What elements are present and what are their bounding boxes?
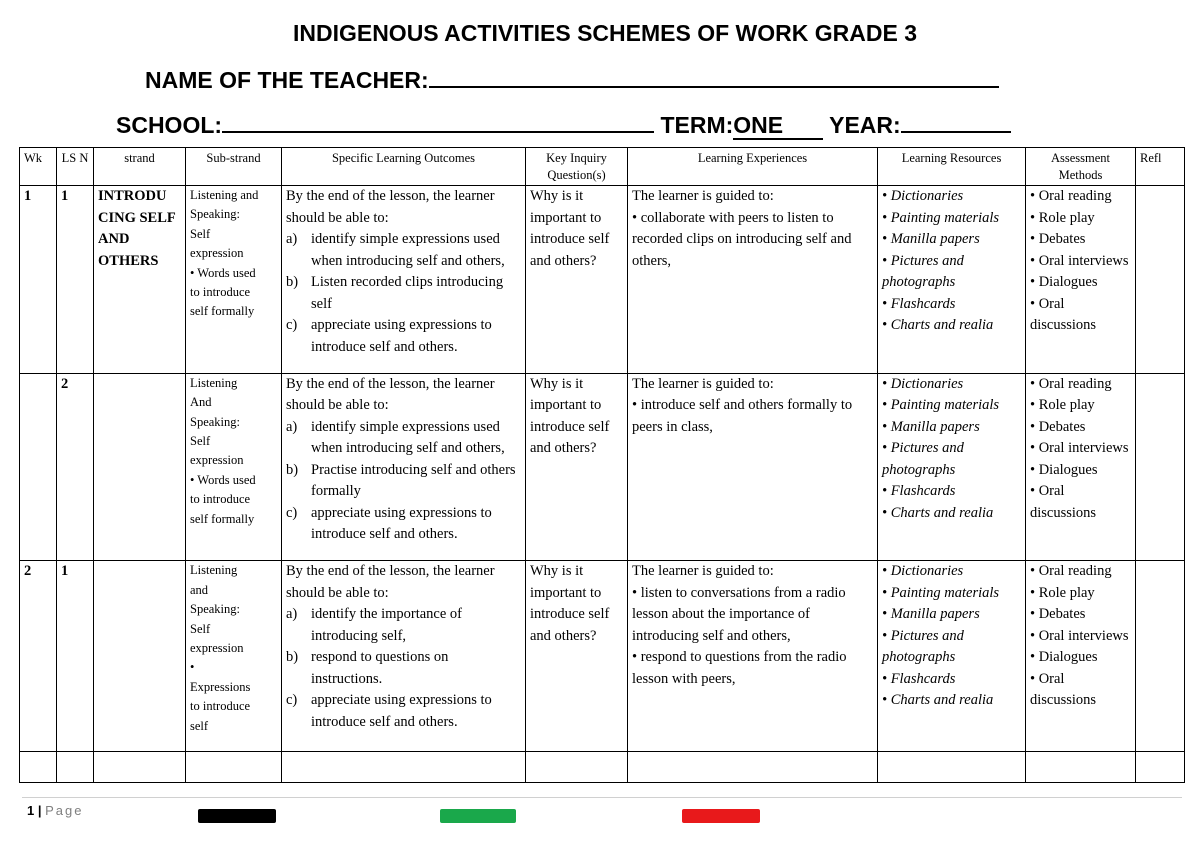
empty-cell (526, 752, 628, 783)
resource-item: • Flashcards (882, 670, 956, 687)
cell-sub-strand (186, 373, 282, 561)
sub-strand-line: to introduce (190, 492, 251, 507)
cell-resources (878, 186, 1026, 374)
assessment-item: • Dialogues (1030, 461, 1098, 478)
resource-item: • Dictionaries (882, 375, 964, 392)
cell-assessment (1026, 186, 1136, 374)
experiences-intro: The learner is guided to: (632, 375, 774, 392)
sub-strand-line: Speaking: (190, 207, 240, 222)
cell-experiences (628, 186, 878, 374)
table-row (20, 373, 1185, 561)
sub-strand-line: expression (190, 641, 244, 656)
resource-item: • Flashcards (882, 295, 956, 312)
sub-strand-line: Listening (190, 563, 238, 578)
sub-strand-line: Self (190, 621, 211, 636)
assessment-item: • Oral reading (1030, 375, 1112, 392)
resource-item: • Pictures and photographs (882, 627, 964, 666)
cell-experiences (628, 561, 878, 752)
outcome-item: b) respond to questions on instructions. (286, 649, 449, 687)
year-label: YEAR: (829, 112, 901, 138)
header-inquiry: Key Inquiry Question(s) (526, 148, 628, 186)
header-sub-strand: Sub-strand (186, 148, 282, 186)
cell-lesson: 2 (57, 373, 94, 561)
resource-item: • Manilla papers (882, 231, 980, 247)
term-label: TERM: (660, 112, 734, 138)
resource-item: • Painting materials (882, 397, 1000, 414)
teacher-label: NAME OF THE TEACHER: (145, 67, 429, 93)
sub-strand-line: to introduce (190, 285, 251, 300)
cell-strand: INTRODU CING SELF AND OTHERS (94, 186, 186, 374)
document-title: INDIGENOUS ACTIVITIES SCHEMES OF WORK GRADE 3 (292, 20, 918, 46)
empty-cell (282, 752, 526, 783)
experience-item: • introduce self and others formally to peers in class, (632, 397, 853, 435)
assessment-item: • Dialogues (1030, 649, 1098, 666)
scheme-of-work-table (19, 147, 1185, 783)
header-experiences: Learning Experiences (628, 148, 878, 186)
sub-strand-line: Expressions (190, 679, 251, 694)
cell-outcomes (282, 373, 526, 561)
empty-cell (94, 752, 186, 783)
empty-cell (186, 752, 282, 783)
experiences-intro: The learner is guided to: (632, 563, 774, 580)
assessment-item: • Oral discussions (1030, 483, 1097, 521)
experiences-intro: The learner is guided to: (632, 188, 774, 204)
resource-item: • Charts and realia (882, 692, 994, 709)
resource-item: • Painting materials (882, 584, 1000, 601)
cell-outcomes (282, 186, 526, 374)
sub-strand-line: • (190, 660, 195, 675)
empty-cell (628, 752, 878, 783)
assessment-item: • Debates (1030, 418, 1086, 435)
cell-resources (878, 561, 1026, 752)
empty-cell (878, 752, 1026, 783)
assessment-item: • Role play (1030, 584, 1095, 601)
outcomes-intro: By the end of the lesson, the learner should be able to: (286, 188, 495, 226)
sub-strand-line: and (190, 582, 209, 597)
table-row (20, 561, 1185, 752)
outcome-item: b) Listen recorded clips introducing self (286, 274, 504, 312)
sub-strand-line: And (190, 395, 212, 410)
cell-assessment (1026, 373, 1136, 561)
sub-strand-line: expression (190, 453, 244, 468)
assessment-item: • Debates (1030, 606, 1086, 623)
resource-item: • Manilla papers (882, 418, 980, 435)
outcomes-intro: By the end of the lesson, the learner should be able to: (286, 375, 495, 414)
empty-cell (20, 752, 57, 783)
experience-item: • collaborate with peers to listen to recorded clips on introducing self and others, (632, 209, 852, 269)
page-footer (0, 797, 1200, 847)
sub-strand-line: Listening (190, 375, 238, 390)
cell-experiences (628, 373, 878, 561)
table-header-row (20, 148, 1185, 186)
header-wk: Wk (20, 148, 57, 186)
resource-item: • Manilla papers (882, 606, 980, 623)
sub-strand-line: self (190, 718, 209, 733)
header-resources: Learning Resources (878, 148, 1026, 186)
teacher-name-blank (429, 64, 999, 88)
header-assessment: Assessment Methods (1026, 148, 1136, 186)
experience-item: • respond to questions from the radio lesson with peers, (632, 649, 847, 687)
cell-outcomes (282, 561, 526, 752)
assessment-item: • Oral discussions (1030, 670, 1097, 709)
flag-stripe-black (198, 809, 276, 823)
footer-divider (22, 797, 1182, 798)
outcome-item: c) appreciate using expressions to introduce self and others. (286, 692, 492, 730)
sub-strand-line: • Words used (190, 265, 256, 280)
header-strand: strand (94, 148, 186, 186)
outcome-item: a) identify the importance of introducing self, (286, 606, 462, 644)
cell-lesson: 1 (57, 186, 94, 374)
assessment-item: • Debates (1030, 231, 1086, 247)
empty-cell (57, 752, 94, 783)
assessment-item: • Oral interviews (1030, 440, 1129, 457)
resource-item: • Pictures and photographs (882, 252, 964, 290)
assessment-item: • Oral reading (1030, 188, 1112, 204)
sub-strand-line: to introduce (190, 699, 251, 714)
sub-strand-line: Speaking: (190, 414, 240, 429)
school-term-year-line (116, 109, 1011, 139)
flag-stripe-red (682, 809, 760, 823)
resource-item: • Flashcards (882, 483, 956, 500)
sub-strand-line: Speaking: (190, 602, 240, 617)
sub-strand-line: Self (190, 433, 211, 448)
sub-strand-line: self formally (190, 304, 255, 319)
sub-strand-line: self formally (190, 511, 255, 526)
assessment-item: • Dialogues (1030, 274, 1098, 290)
cell-resources (878, 373, 1026, 561)
resource-item: • Dictionaries (882, 563, 964, 580)
cell-strand (94, 561, 186, 752)
year-blank (901, 109, 1011, 133)
resource-item: • Dictionaries (882, 188, 964, 204)
header-refl: Refl (1136, 148, 1185, 186)
cell-inquiry: Why is it important to introduce self and others? (526, 373, 628, 561)
cell-week (20, 373, 57, 561)
assessment-item: • Role play (1030, 209, 1095, 226)
cell-sub-strand (186, 186, 282, 374)
table-row (20, 186, 1185, 374)
experience-item: • listen to conversations from a radio lesson about the importance of introducing self and others, (632, 584, 846, 644)
cell-reflection (1136, 561, 1185, 752)
assessment-item: • Oral interviews (1030, 252, 1129, 269)
outcome-item: a) identify simple expressions used when introducing self and others, (286, 231, 505, 269)
page-number: 1 | Page (27, 803, 84, 818)
term-value: ONE (733, 112, 823, 140)
school-label: SCHOOL: (116, 112, 223, 138)
cell-reflection (1136, 373, 1185, 561)
cell-week: 1 (20, 186, 57, 374)
assessment-item: • Oral discussions (1030, 295, 1097, 333)
sub-strand-line: expression (190, 246, 244, 261)
resource-item: • Charts and realia (882, 504, 994, 521)
outcome-item: c) appreciate using expressions to introduce self and others. (286, 504, 492, 543)
empty-cell (1136, 752, 1185, 783)
cell-reflection (1136, 186, 1185, 374)
assessment-item: • Oral reading (1030, 563, 1112, 580)
header-outcomes: Specific Learning Outcomes (282, 148, 526, 186)
flag-stripe-green (440, 809, 516, 823)
outcome-item: b) Practise introducing self and others formally (286, 461, 516, 500)
table-row-empty (20, 752, 1185, 783)
outcomes-intro: By the end of the lesson, the learner should be able to: (286, 563, 495, 601)
cell-strand (94, 373, 186, 561)
sub-strand-line: Self (190, 226, 211, 241)
outcome-item: c) appreciate using expressions to introduce self and others. (286, 317, 492, 355)
sub-strand-line: • Words used (190, 472, 256, 487)
cell-inquiry: Why is it important to introduce self and others? (526, 186, 628, 374)
cell-inquiry: Why is it important to introduce self and others? (526, 561, 628, 752)
outcome-item: a) identify simple expressions used when introducing self and others, (286, 418, 505, 457)
resource-item: • Pictures and photographs (882, 440, 964, 478)
sub-strand-line: Listening and (190, 188, 259, 202)
assessment-item: • Oral interviews (1030, 627, 1129, 644)
header-lsn: LS N (57, 148, 94, 186)
teacher-name-field (145, 64, 999, 94)
cell-lesson: 1 (57, 561, 94, 752)
cell-sub-strand (186, 561, 282, 752)
empty-cell (1026, 752, 1136, 783)
resource-item: • Painting materials (882, 209, 1000, 226)
school-blank (222, 109, 654, 133)
cell-week: 2 (20, 561, 57, 752)
cell-assessment (1026, 561, 1136, 752)
assessment-item: • Role play (1030, 397, 1095, 414)
resource-item: • Charts and realia (882, 317, 994, 333)
